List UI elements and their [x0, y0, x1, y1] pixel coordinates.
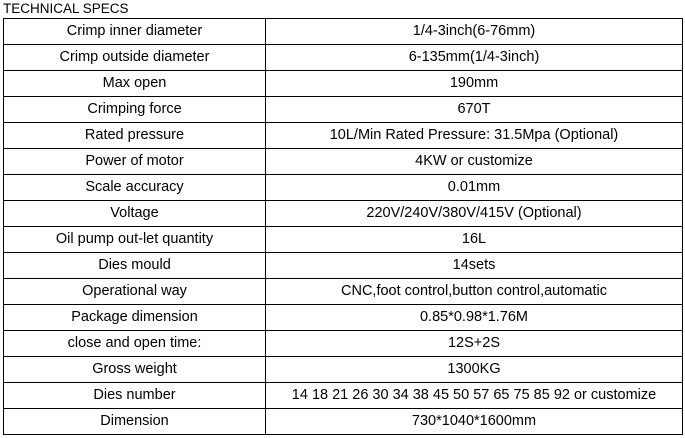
table-row [4, 227, 683, 253]
table-row [4, 383, 683, 409]
table-row [4, 149, 683, 175]
table-row [4, 19, 683, 45]
spec-label: Dies number [4, 383, 266, 409]
spec-label: Power of motor [4, 149, 266, 175]
spec-value: 220V/240V/380V/415V (Optional) [266, 201, 683, 227]
spec-label: Voltage [4, 201, 266, 227]
table-row [4, 279, 683, 305]
spec-value: 730*1040*1600mm [266, 409, 683, 435]
specs-table-body [4, 19, 683, 435]
spec-label: Scale accuracy [4, 175, 266, 201]
table-row [4, 357, 683, 383]
spec-label: Dimension [4, 409, 266, 435]
spec-label: Crimp inner diameter [4, 19, 266, 45]
spec-value: 12S+2S [266, 331, 683, 357]
table-row [4, 71, 683, 97]
spec-label: Package dimension [4, 305, 266, 331]
table-row [4, 201, 683, 227]
table-row [4, 123, 683, 149]
table-row [4, 305, 683, 331]
spec-label: Crimping force [4, 97, 266, 123]
table-row [4, 175, 683, 201]
spec-value: 670T [266, 97, 683, 123]
table-row [4, 331, 683, 357]
spec-label: Gross weight [4, 357, 266, 383]
table-row [4, 253, 683, 279]
spec-value: 1300KG [266, 357, 683, 383]
spec-label: Operational way [4, 279, 266, 305]
table-row [4, 45, 683, 71]
spec-label: Max open [4, 71, 266, 97]
spec-value: 0.01mm [266, 175, 683, 201]
spec-label: Rated pressure [4, 123, 266, 149]
spec-value: 10L/Min Rated Pressure: 31.5Mpa (Optional) [266, 123, 683, 149]
spec-value: 190mm [266, 71, 683, 97]
spec-label: Crimp outside diameter [4, 45, 266, 71]
spec-value: 1/4-3inch(6-76mm) [266, 19, 683, 45]
spec-value: 14 18 21 26 30 34 38 45 50 57 65 75 85 92 or customize [266, 383, 683, 409]
spec-label: Dies mould [4, 253, 266, 279]
spec-value: CNC,foot control,button control,automatic [266, 279, 683, 305]
specs-table [3, 18, 683, 435]
spec-label: close and open time: [4, 331, 266, 357]
table-row [4, 97, 683, 123]
section-heading: TECHNICAL SPECS [3, 1, 129, 16]
spec-value: 4KW or customize [266, 149, 683, 175]
spec-label: Oil pump out-let quantity [4, 227, 266, 253]
spec-value: 16L [266, 227, 683, 253]
spec-value: 14sets [266, 253, 683, 279]
spec-value: 6-135mm(1/4-3inch) [266, 45, 683, 71]
spec-value: 0.85*0.98*1.76M [266, 305, 683, 331]
table-row [4, 409, 683, 435]
